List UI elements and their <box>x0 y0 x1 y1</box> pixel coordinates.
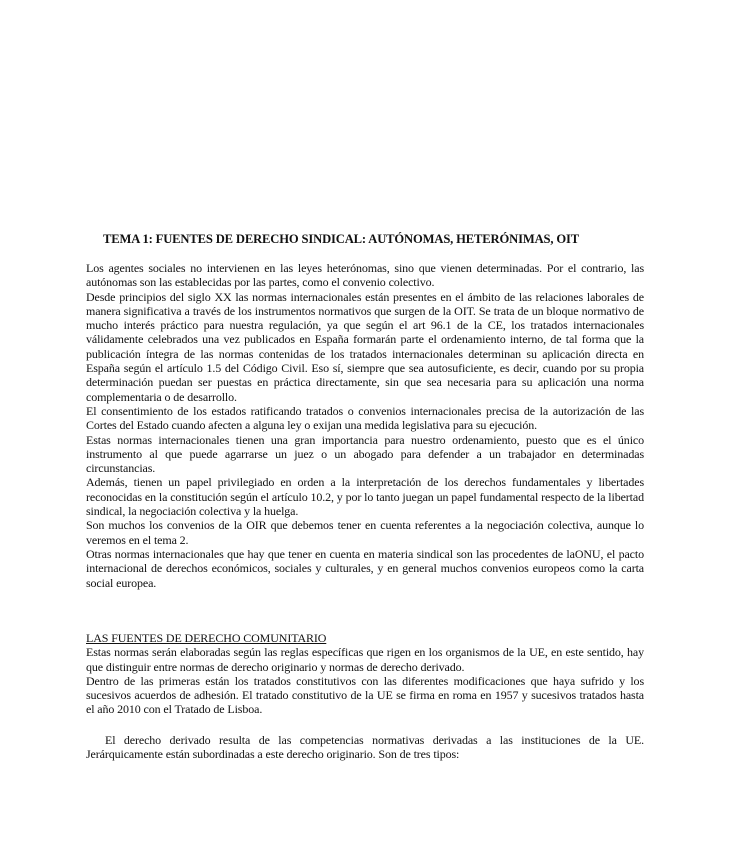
intro-section <box>86 261 644 590</box>
paragraph: Son muchos los convenios de la OIR que debemos tener en cuenta referentes a la negociación colectiva, aunque lo veremos en el tema 2. <box>86 518 644 547</box>
eu-law-section <box>86 631 644 717</box>
document-title: TEMA 1: FUENTES DE DERECHO SINDICAL: AUTÓNOMAS, HETERÓNIMAS, OIT <box>103 232 580 246</box>
paragraph: El consentimiento de los estados ratificando tratados o convenios internacionales precisa de la autorización de las Cortes del Estado cuando afecten a alguna ley o exijan una medida legislativa para su ejecución. <box>86 403 644 433</box>
paragraph: Dentro de las primeras están los tratados constitutivos con las diferentes modificaciones que haya sufrido y los sucesivos acuerdos de adhesión. El tratado constitutivo de la UE se firma en roma en 1957 y sucesivos tratados hasta el año 2010 con el Tratado de Lisboa. <box>86 673 644 717</box>
paragraph: Estas normas serán elaboradas según las reglas específicas que rigen en los organismos de la UE, en este sentido, hay que distinguir entre normas de derecho originario y normas de derecho derivado. <box>86 645 644 674</box>
paragraph: Otras normas internacionales que hay que tener en cuenta en materia sindical son las procedentes de laONU, el pacto internacional de derechos económicos, sociales y culturales, y en general muchos convenios europeos como la carta social europea. <box>86 546 644 590</box>
paragraph: Los agentes sociales no intervienen en las leyes heterónomas, sino que vienen determinadas. Por el contrario, las autónomas son las establecidas por las partes, como el convenio colectivo. <box>86 261 644 290</box>
paragraph: Además, tienen un papel privilegiado en orden a la interpretación de los derechos fundamentales y libertades reconocidas en la constitución según el artículo 10.2, y por lo tanto juegan un papel fundamental respecto de la libertad sindical, la negociación colectiva y la huelga. <box>86 475 644 519</box>
paragraph: El derecho derivado resulta de las competencias normativas derivadas a las instituciones de la UE. Jerárquicamente están subordinadas a este derecho originario. Son de tres tipos: <box>86 733 644 762</box>
paragraph: Desde principios del siglo XX las normas internacionales están presentes en el ámbito de las relaciones laborales de manera significativa a través de los instrumentos normativos que surgen de la OIT. Se trata de un bloque normativo de mucho interés práctico para nuestra regulación, ya que según el art 96.1 de la CE, los tratados internacionales válidamente celebrados una vez publicados en España formarán parte el ordenamiento interno, de tal forma que la publicación íntegra de las normas contenidas de los tratados internacionales determinan su aplicación directa en España según el artículo 1.5 del Código Civil. Eso sí, siempre que sea autosuficiente, es decir, cuando por su propia determinación puedan ser puestas en práctica directamente, sin que sea necesaria para su aplicación una norma complementaria o de desarrollo. <box>86 289 644 404</box>
derived-law-section <box>86 733 644 762</box>
paragraph: Estas normas internacionales tienen una gran importancia para nuestro ordenamiento, puesto que es el único instrumento al que puede agarrarse un juez o un abogado para defender a un trabajador en determinadas circunstancias. <box>86 432 644 476</box>
section-heading: LAS FUENTES DE DERECHO COMUNITARIO <box>86 631 327 645</box>
